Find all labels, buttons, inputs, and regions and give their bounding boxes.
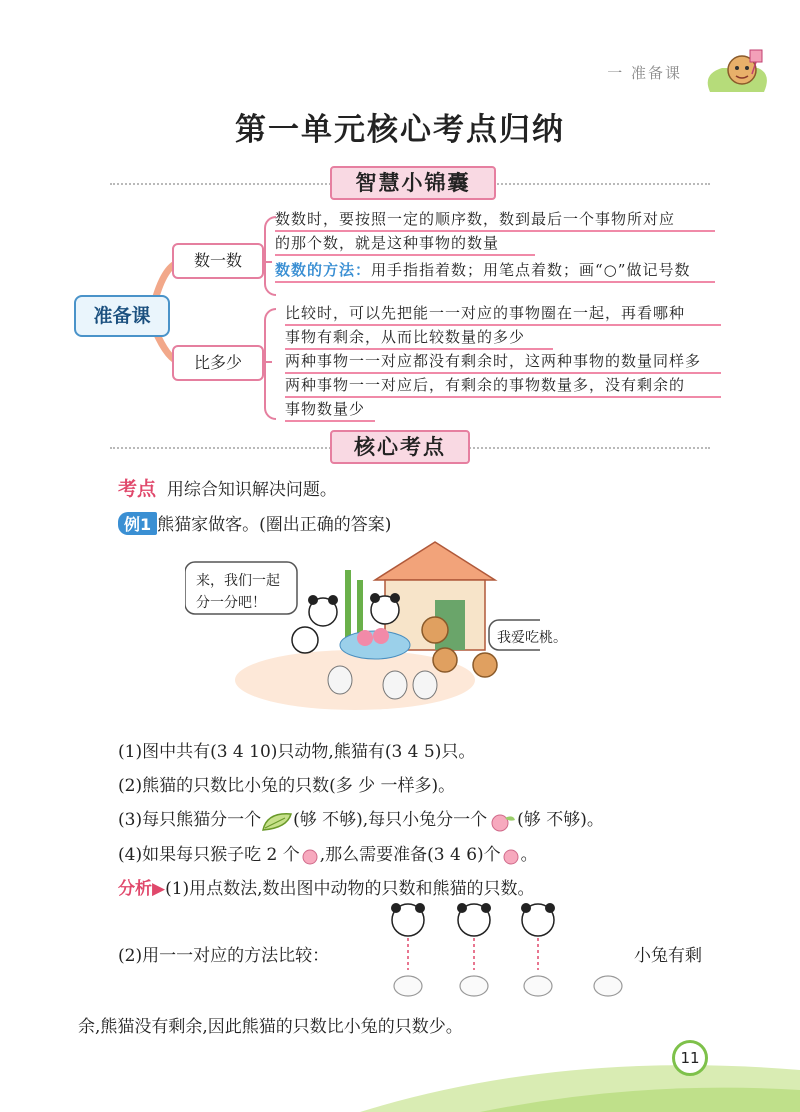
section-banner-tips: 智慧小锦囊 <box>330 166 496 200</box>
example-badge: 例1 <box>118 512 157 535</box>
brace-compare <box>264 308 276 420</box>
analysis-line-2b: 小兔有剩 <box>634 946 702 966</box>
analysis-line-1 <box>118 874 535 899</box>
compare-line-2: 事物有剩余，从而比较数量的多少 <box>285 326 553 350</box>
analysis-line-3: 余,熊猫没有剩余,因此熊猫的只数比小兔的只数少。 <box>78 1017 463 1037</box>
question-4-part2: ,那么需要准备(3 4 6)个 <box>319 845 501 865</box>
question-3 <box>118 805 604 832</box>
analysis-text-1: (1)用点数法,数出图中动物的只数和熊猫的只数。 <box>165 879 535 899</box>
speech-bubble-2: 我爱吃桃。 <box>497 630 567 646</box>
compare-line-1: 比较时，可以先把能一一对应的事物圈在一起，再看哪种 <box>285 302 721 326</box>
question-3-part1: (3)每只熊猫分一个 <box>118 810 262 830</box>
example-text: 熊猫家做客。(圈出正确的答案) <box>157 515 392 535</box>
key-point <box>118 474 337 501</box>
question-1: (1)图中共有(3 4 10)只动物,熊猫有(3 4 5)只。 <box>118 742 476 762</box>
compare-line-4: 两种事物一一对应后，有剩余的事物数量多，没有剩余的 <box>285 374 721 398</box>
peach-icon <box>300 846 320 866</box>
counting-method <box>275 259 715 283</box>
section-banner-key-points: 核心考点 <box>330 430 470 464</box>
question-3-part2: (够 不够),每只小兔分一个 <box>293 810 488 830</box>
panda-rabbit-matching-diagram <box>380 900 640 1004</box>
leaf-icon <box>261 810 293 832</box>
question-2: (2)熊猫的只数比小兔的只数(多 少 一样多)。 <box>118 776 456 796</box>
compare-line-5: 事物数量少 <box>285 398 375 422</box>
mindmap-branch-counting: 数一数 <box>172 243 264 279</box>
counting-line-1: 数数时，要按照一定的顺序数，数到最后一个事物所对应 <box>275 208 715 232</box>
method-label: 数数的方法： <box>275 261 372 279</box>
analysis-play-icon: ▶ <box>152 879 166 899</box>
question-4-part3: 。 <box>520 845 538 865</box>
method-text: 用手指指着数；用笔点着数；画“○”做记号数 <box>371 261 691 279</box>
compare-line-3: 两种事物一一对应都没有剩余时，这两种事物的数量同样多 <box>285 350 721 374</box>
question-3-part3: (够 不够)。 <box>517 810 604 830</box>
question-4-part1: (4)如果每只猴子吃 2 个 <box>118 845 300 865</box>
speech-bubble-1-line2: 分一分吧！ <box>196 595 266 611</box>
key-point-label: 考点 <box>118 478 157 500</box>
analysis-line-2a: (2)用一一对应的方法比较： <box>118 946 330 966</box>
key-point-text: 用综合知识解决问题。 <box>166 480 337 500</box>
panda-party-illustration <box>185 540 540 720</box>
example-1 <box>118 510 391 535</box>
peach-icon <box>487 810 517 832</box>
analysis-label: 分析 <box>118 879 152 899</box>
counting-line-2: 的那个数，就是这种事物的数量 <box>275 232 535 256</box>
speech-bubble-1-line1: 来，我们一起 <box>196 573 280 589</box>
page-title: 第一单元核心考点归纳 <box>235 112 565 148</box>
section-header: 一 准备课 <box>607 64 682 82</box>
peach-icon <box>501 846 521 866</box>
page-number: 11 <box>672 1040 708 1076</box>
mindmap-root: 准备课 <box>74 295 170 337</box>
question-4 <box>118 840 538 866</box>
mindmap-branch-compare: 比多少 <box>172 345 264 381</box>
